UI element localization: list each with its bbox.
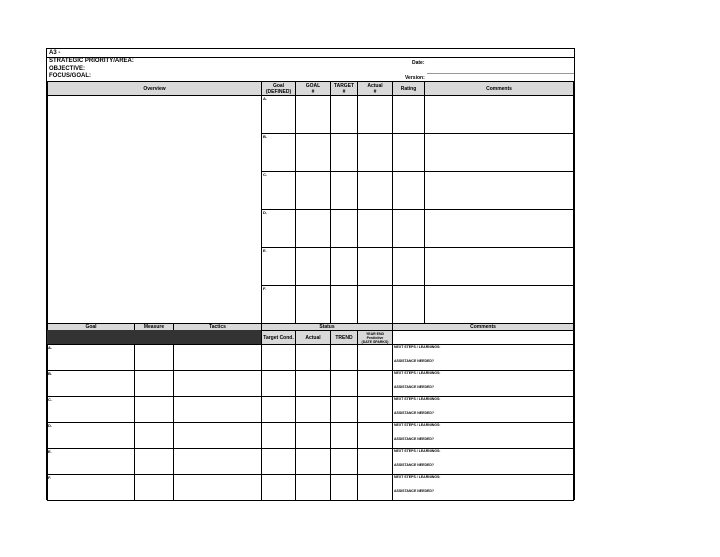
- bottom-cell-r2-c5[interactable]: [295, 370, 331, 397]
- bottom-cell-r6-c1[interactable]: [47, 474, 135, 501]
- goal-header: Goal: [47, 323, 135, 331]
- bottom-cell-r6-c4[interactable]: [261, 474, 296, 501]
- top-cell-r1-c3[interactable]: [330, 95, 358, 134]
- target-num-header: TARGET #: [330, 81, 358, 96]
- status-header: Status: [261, 323, 393, 331]
- bottom-cell-r6-c7[interactable]: [357, 474, 393, 501]
- bottom-cell-r3-c1[interactable]: [47, 396, 135, 423]
- assistance-needed-label: ASSISTANCE NEEDED?: [394, 385, 434, 389]
- bottom-cell-r3-c7[interactable]: [357, 396, 393, 423]
- bottom-cell-r4-c7[interactable]: [357, 422, 393, 449]
- next-steps-label: NEXT STEPS / LEARNINGS:: [394, 449, 441, 453]
- bottom-cell-r1-c4[interactable]: [261, 344, 296, 371]
- top-row-label: C.: [263, 172, 267, 177]
- assistance-needed-label: ASSISTANCE NEEDED?: [394, 411, 434, 415]
- focus-goal-label: FOCUS/GOAL:: [49, 73, 91, 79]
- bottom-row-label: B.: [48, 371, 52, 376]
- bottom-cell-r3-c5[interactable]: [295, 396, 331, 423]
- top-cell-r4-c6[interactable]: [424, 209, 574, 248]
- bottom-cell-r4-c2[interactable]: [134, 422, 174, 449]
- top-row-label: F.: [263, 286, 267, 291]
- bottom-cell-r2-c1[interactable]: [47, 370, 135, 397]
- bottom-cell-r4-c3[interactable]: [173, 422, 262, 449]
- top-cell-r6-c2[interactable]: [295, 285, 331, 324]
- top-cell-r4-c5[interactable]: [392, 209, 425, 248]
- bottom-cell-r1-c1[interactable]: [47, 344, 135, 371]
- next-steps-label: NEXT STEPS / LEARNINGS:: [394, 397, 441, 401]
- top-cell-r6-c1[interactable]: [261, 285, 296, 324]
- bottom-cell-r1-c7[interactable]: [357, 344, 393, 371]
- top-cell-r4-c3[interactable]: [330, 209, 358, 248]
- actual-num-header: Actual #: [357, 81, 393, 96]
- top-cell-r5-c3[interactable]: [330, 247, 358, 286]
- top-cell-r2-c2[interactable]: [295, 133, 331, 172]
- top-cell-r5-c5[interactable]: [392, 247, 425, 286]
- bottom-cell-r1-c6[interactable]: [330, 344, 358, 371]
- top-cell-r2-c5[interactable]: [392, 133, 425, 172]
- overview-box[interactable]: [47, 95, 262, 324]
- year-end-header: YEAR END Predictive (DATE SPARKS): [357, 330, 393, 345]
- bottom-row-label: F.: [48, 475, 52, 480]
- top-cell-r6-c4[interactable]: [357, 285, 393, 324]
- top-cell-r2-c3[interactable]: [330, 133, 358, 172]
- top-cell-r5-c6[interactable]: [424, 247, 574, 286]
- top-cell-r6-c5[interactable]: [392, 285, 425, 324]
- next-steps-label: NEXT STEPS / LEARNINGS:: [394, 423, 441, 427]
- top-row-label: D.: [263, 210, 267, 215]
- bottom-row-label: C.: [48, 397, 52, 402]
- bottom-cell-r4-c1[interactable]: [47, 422, 135, 449]
- bottom-cell-r6-c6[interactable]: [330, 474, 358, 501]
- bottom-cell-r6-c3[interactable]: [173, 474, 262, 501]
- next-steps-label: NEXT STEPS / LEARNINGS:: [394, 475, 441, 479]
- rating-header: Rating: [392, 81, 425, 96]
- bottom-cell-r4-c4[interactable]: [261, 422, 296, 449]
- top-cell-r3-c3[interactable]: [330, 171, 358, 210]
- target-cond-header: Target Cond.: [261, 330, 296, 345]
- a3-sheet: [46, 48, 575, 500]
- top-cell-r5-c2[interactable]: [295, 247, 331, 286]
- bottom-cell-r5-c3[interactable]: [173, 448, 262, 475]
- trend-header: TREND: [330, 330, 358, 345]
- strategic-priority-label: STRATEGIC PRIORITY/AREA:: [49, 58, 134, 64]
- top-row-label: E.: [263, 248, 267, 253]
- top-row-label: B.: [263, 134, 267, 139]
- top-cell-r3-c6[interactable]: [424, 171, 574, 210]
- bottom-cell-r2-c2[interactable]: [134, 370, 174, 397]
- bottom-cell-r3-c4[interactable]: [261, 396, 296, 423]
- bottom-cell-r6-c5[interactable]: [295, 474, 331, 501]
- top-cell-r6-c6[interactable]: [424, 285, 574, 324]
- bottom-cell-r3-c2[interactable]: [134, 396, 174, 423]
- bottom-cell-r5-c6[interactable]: [330, 448, 358, 475]
- top-cell-r1-c2[interactable]: [295, 95, 331, 134]
- bottom-cell-r5-c4[interactable]: [261, 448, 296, 475]
- bottom-cell-r6-c2[interactable]: [134, 474, 174, 501]
- top-cell-r6-c3[interactable]: [330, 285, 358, 324]
- bottom-cell-r4-c5[interactable]: [295, 422, 331, 449]
- bottom-cell-r5-c7[interactable]: [357, 448, 393, 475]
- top-cell-r3-c5[interactable]: [392, 171, 425, 210]
- top-row-label: A.: [263, 96, 267, 101]
- top-cell-r1-c5[interactable]: [392, 95, 425, 134]
- top-cell-r3-c4[interactable]: [357, 171, 393, 210]
- bottom-row-label: A.: [48, 345, 52, 350]
- top-cell-r1-c4[interactable]: [357, 95, 393, 134]
- actual-header: Actual: [295, 330, 331, 345]
- objective-label: OBJECTIVE:: [49, 66, 86, 72]
- overview-header: Overview: [47, 81, 262, 96]
- bottom-cell-r1-c3[interactable]: [173, 344, 262, 371]
- next-steps-label: NEXT STEPS / LEARNINGS:: [394, 371, 441, 375]
- bottom-comments-header: Comments: [392, 323, 574, 331]
- assistance-needed-label: ASSISTANCE NEEDED?: [394, 437, 434, 441]
- top-cell-r4-c2[interactable]: [295, 209, 331, 248]
- bottom-cell-r1-c2[interactable]: [134, 344, 174, 371]
- bottom-cell-r3-c3[interactable]: [173, 396, 262, 423]
- bottom-cell-r5-c5[interactable]: [295, 448, 331, 475]
- comments-header: Comments: [424, 81, 574, 96]
- top-cell-r4-c4[interactable]: [357, 209, 393, 248]
- a3-title: A3 -: [49, 50, 61, 56]
- bottom-comments-subheader: [392, 330, 574, 345]
- bottom-cell-r1-c5[interactable]: [295, 344, 331, 371]
- top-cell-r3-c2[interactable]: [295, 171, 331, 210]
- bottom-cell-r5-c1[interactable]: [47, 448, 135, 475]
- goal-num-header: GOAL #: [295, 81, 331, 96]
- top-cell-r1-c6[interactable]: [424, 95, 574, 134]
- bottom-cell-r3-c6[interactable]: [330, 396, 358, 423]
- top-cell-r2-c6[interactable]: [424, 133, 574, 172]
- dark-header-band: [47, 330, 262, 345]
- measure-header: Measure: [134, 323, 174, 331]
- tactics-header: Tactics: [173, 323, 262, 331]
- version-label: Version:: [405, 75, 425, 81]
- bottom-row-label: E.: [48, 449, 52, 454]
- goal-defined-header: Goal (DEFINED): [261, 81, 296, 96]
- bottom-cell-r2-c6[interactable]: [330, 370, 358, 397]
- top-cell-r2-c4[interactable]: [357, 133, 393, 172]
- next-steps-label: NEXT STEPS / LEARNINGS:: [394, 345, 441, 349]
- bottom-cell-r4-c6[interactable]: [330, 422, 358, 449]
- assistance-needed-label: ASSISTANCE NEEDED?: [394, 489, 434, 493]
- bottom-cell-r5-c2[interactable]: [134, 448, 174, 475]
- bottom-cell-r2-c3[interactable]: [173, 370, 262, 397]
- top-cell-r5-c4[interactable]: [357, 247, 393, 286]
- bottom-cell-r2-c7[interactable]: [357, 370, 393, 397]
- assistance-needed-label: ASSISTANCE NEEDED?: [394, 359, 434, 363]
- date-label: Date:: [412, 60, 425, 66]
- bottom-row-label: D.: [48, 423, 52, 428]
- bottom-cell-r2-c4[interactable]: [261, 370, 296, 397]
- assistance-needed-label: ASSISTANCE NEEDED?: [394, 463, 434, 467]
